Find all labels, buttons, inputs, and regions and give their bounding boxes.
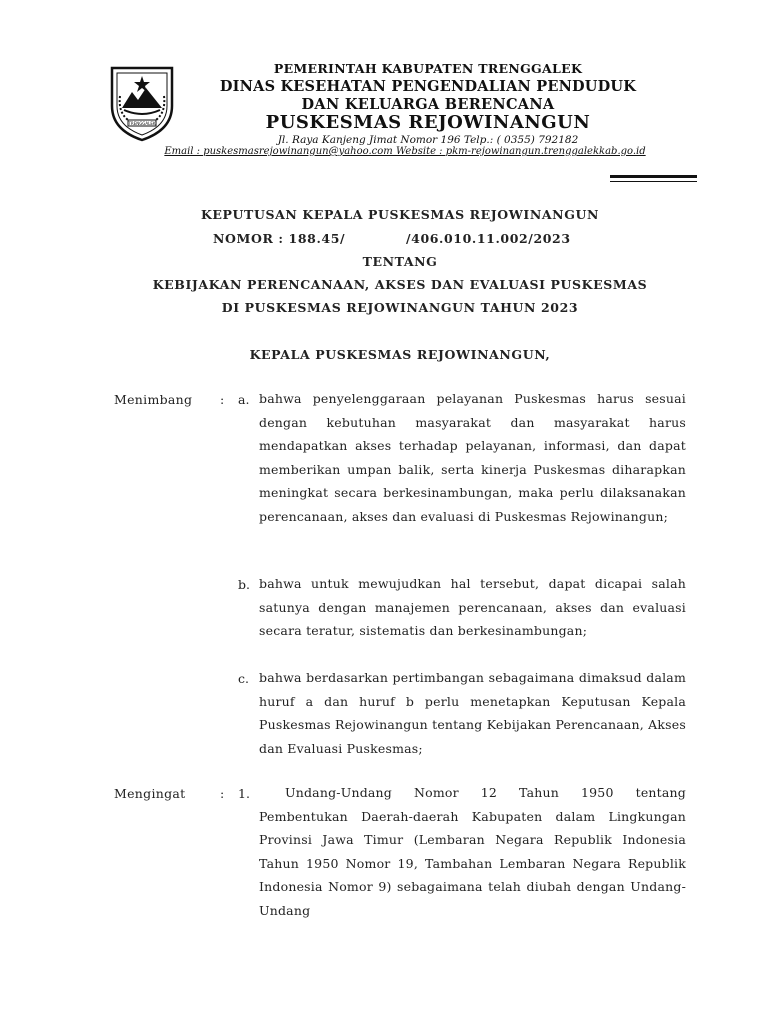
- mengingat-item-1: Undang-Undang Nomor 12 Tahun 1950 tentang Pembentukan Daerah-daerah Kabupaten dalam Lingkungan Provinsi Jawa Timur (Lembaran Negara Republik Indonesia Tahun 1950 Nomor 19, Tambahan Lembaran Negara Republik Indonesia Nomor 9) sebagaimana telah diubah dengan Undang-Undang: [259, 785, 686, 918]
- decree-official: KEPALA PUSKESMAS REJOWINANGUN,: [249, 347, 551, 362]
- menimbang-item-b: bahwa untuk mewujudkan hal tersebut, dapat dicapai salah satunya dengan manajemen perencanaan, akses dan evaluasi secara teratur, sistematis dan berkesinambungan;: [259, 576, 686, 638]
- decree-title: KEPUTUSAN KEPALA PUSKESMAS REJOWINANGUN: [200, 207, 600, 222]
- letterhead-agency: DINAS KESEHATAN PENGENDALIAN PENDUDUK: [219, 78, 637, 95]
- mengingat-colon: :: [220, 786, 225, 801]
- decree-about: TENTANG: [362, 254, 438, 269]
- regency-emblem-icon: [106, 62, 178, 142]
- menimbang-marker-b: b.: [238, 577, 250, 592]
- letterhead-institution: PUSKESMAS REJOWINANGUN: [265, 112, 591, 133]
- mengingat-label: Mengingat: [114, 786, 186, 801]
- letterhead-contact: Email : puskesmasrejowinangun@yahoo.com Website : pkm-rejowinangun.trenggalekkab.go.id: [164, 146, 646, 157]
- mengingat-marker-1: 1.: [238, 786, 250, 801]
- decree-subject-cont: DI PUSKESMAS REJOWINANGUN TAHUN 2023: [221, 300, 579, 315]
- menimbang-colon: :: [220, 392, 225, 407]
- menimbang-label: Menimbang: [114, 392, 193, 407]
- letterhead-rule-thick: [610, 175, 697, 178]
- decree-number-suffix: /406.010.11.002/2023: [406, 231, 571, 246]
- letterhead-rule-thin: [610, 181, 697, 182]
- letterhead-address: Jl. Raya Kanjeng Jimat Nomor 196 Telp.: ( 0355) 792182: [277, 134, 579, 146]
- letterhead-agency-cont: DAN KELUARGA BERENCANA: [301, 96, 555, 113]
- menimbang-marker-a: a.: [238, 392, 250, 407]
- logo-text: TRENGGALEK: [128, 121, 156, 126]
- letterhead-government: PEMERINTAH KABUPATEN TRENGGALEK: [273, 61, 583, 76]
- decree-subject: KEBIJAKAN PERENCANAAN, AKSES DAN EVALUASI PUSKESMAS: [152, 277, 648, 292]
- decree-number-prefix: NOMOR : 188.45/: [213, 231, 346, 246]
- menimbang-item-a: bahwa penyelenggaraan pelayanan Puskesmas harus sesuai dengan kebutuhan masyarakat dan masyarakat harus mendapatkan akses terhadap pelayanan, informasi, dan dapat memberikan umpan balik, serta kinerja Puskesmas diharapkan meningkat secara berkesinambungan, maka perlu dilaksanakan perencanaan, akses dan evaluasi di Puskesmas Rejowinangun;: [259, 391, 686, 524]
- menimbang-marker-c: c.: [238, 671, 249, 686]
- menimbang-item-c: bahwa berdasarkan pertimbangan sebagaimana dimaksud dalam huruf a dan huruf b perlu menetapkan Keputusan Kepala Puskesmas Rejowinangun tentang Kebijakan Perencanaan, Akses dan Evaluasi Puskesmas;: [259, 670, 686, 756]
